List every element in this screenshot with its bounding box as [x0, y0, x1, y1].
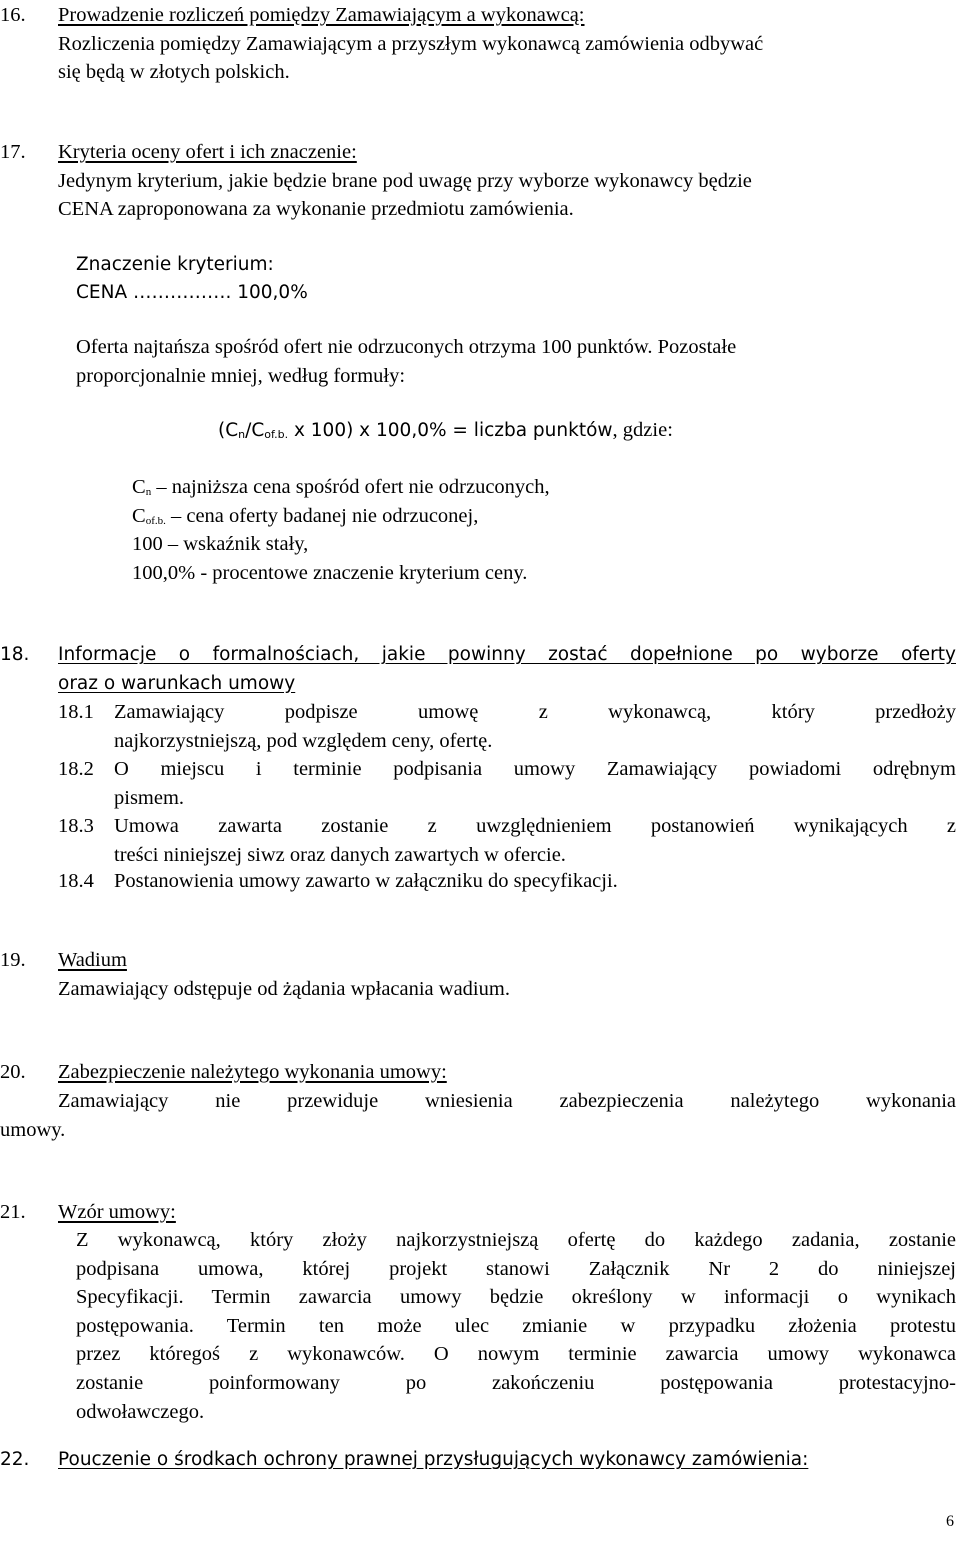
item-number: 18.3	[58, 815, 94, 837]
list-item	[0, 755, 960, 812]
formula-definitions	[132, 473, 952, 587]
section-number: 22.	[0, 1449, 30, 1470]
section-heading-cont: oraz o warunkach umowy	[58, 672, 296, 694]
section-text-line: umowy.	[0, 1119, 66, 1141]
list-item	[0, 698, 960, 755]
section-number: 17.	[0, 141, 26, 163]
item-number: 18.4	[58, 870, 94, 892]
item-text-line: najkorzystniejszą, pod względem ceny, ofertę.	[114, 729, 493, 752]
definition-item: 100,0% - procentowe znaczenie kryterium ceny.	[132, 561, 528, 584]
section-heading: Pouczenie o środkach ochrony prawnej przysługujących wykonawcy zamówienia:	[58, 1449, 809, 1470]
section-text-line: Zamawiający odstępuje od żądania wpłacania wadium.	[58, 977, 510, 1000]
score-text-line: proporcjonalnie mniej, według formuły:	[76, 364, 406, 387]
definition-item: 100 – wskaźnik stały,	[132, 533, 309, 556]
criterion-line: CENA ……………. 100,0%	[76, 282, 308, 303]
section-text-line: odwoławczego.	[76, 1400, 205, 1423]
item-text-line: Umowa zawarta zostanie z uwzględnieniem postanowień wynikających z	[114, 815, 956, 837]
section-number: 16.	[0, 4, 26, 26]
section-heading: Wzór umowy:	[58, 1201, 176, 1223]
section-number: 18.	[0, 644, 30, 665]
section-text-line: podpisana umowa, której projekt stanowi Załącznik Nr 2 do niniejszej	[76, 1257, 956, 1280]
item-text-line: treści niniejszej siwz oraz danych zawartych w ofercie.	[114, 843, 566, 866]
section-text-line: Specyfikacji. Termin zawarcia umowy będzie określony w informacji o wynikach	[76, 1286, 956, 1309]
section-text-line: Rozliczenia pomiędzy Zamawiającym a przyszłym wykonawcą zamówienia odbywać	[58, 32, 764, 55]
item-text-line: pismem.	[114, 786, 185, 809]
score-text-line: Oferta najtańsza spośród ofert nie odrzuconych otrzyma 100 punktów. Pozostałe	[76, 336, 737, 358]
list-item	[0, 812, 960, 869]
section-number: 21.	[0, 1201, 26, 1223]
section-number: 20.	[0, 1061, 26, 1083]
section-heading: Kryteria oceny ofert i ich znaczenie:	[58, 141, 357, 163]
section-text-line: postępowania. Termin ten może ulec zmianie w przypadku złożenia protestu	[76, 1314, 956, 1337]
definition-item: $C_{of.b.}$ – cena oferty badanej nie odrzuconej,	[132, 504, 479, 527]
section-number: 19.	[0, 949, 26, 971]
section-text-line: zostanie poinformowany po zakończeniu postępowania protestacyjno-	[76, 1371, 956, 1394]
section-text-line: przez któregoś z wykonawców. O nowym terminie zawarcia umowy wykonawca	[76, 1343, 956, 1366]
definition-item: $C_n$ – najniższa cena spośród ofert nie odrzuconych,	[132, 476, 550, 498]
section-heading: Zabezpieczenie należytego wykonania umowy:	[58, 1061, 447, 1083]
item-text-line: Postanowienia umowy zawarto w załączniku do specyfikacji.	[114, 870, 618, 892]
item-number: 18.1	[58, 701, 94, 723]
list-item	[0, 867, 960, 897]
section-text-line: CENA zaproponowana za wykonanie przedmiotu zamówienia.	[58, 198, 574, 221]
section-text-line: Jedynym kryterium, jakie będzie brane pod uwagę przy wyborze wykonawcy będzie	[58, 169, 752, 192]
section-text-line: Zamawiający nie przewiduje wniesienia zabezpieczenia należytego wykonania	[58, 1089, 956, 1112]
score-formula: ($C_n/C_{of.b.}$ x 100) x 100,0% = liczba punktów, gdzie:	[218, 419, 673, 441]
item-text-line: O miejscu i terminie podpisania umowy Zamawiający powiadomi odrębnym	[114, 758, 956, 780]
section-text-line: się będą w złotych polskich.	[58, 61, 290, 84]
section-text-line: Z wykonawcą, który złoży najkorzystniejszą ofertę do każdego zadania, zostanie	[76, 1229, 956, 1251]
criterion-label: Znaczenie kryterium:	[76, 254, 274, 275]
page-number: 6	[946, 1513, 954, 1530]
section-heading: Informacje o formalnościach, jakie powinny zostać dopełnione po wyborze oferty	[58, 644, 956, 665]
item-number: 18.2	[58, 758, 94, 780]
section-heading: Prowadzenie rozliczeń pomiędzy Zamawiającym a wykonawcą:	[58, 4, 585, 26]
item-text-line: Zamawiający podpisze umowę z wykonawcą, który przedłoży	[114, 701, 956, 723]
section-heading: Wadium	[58, 949, 127, 971]
